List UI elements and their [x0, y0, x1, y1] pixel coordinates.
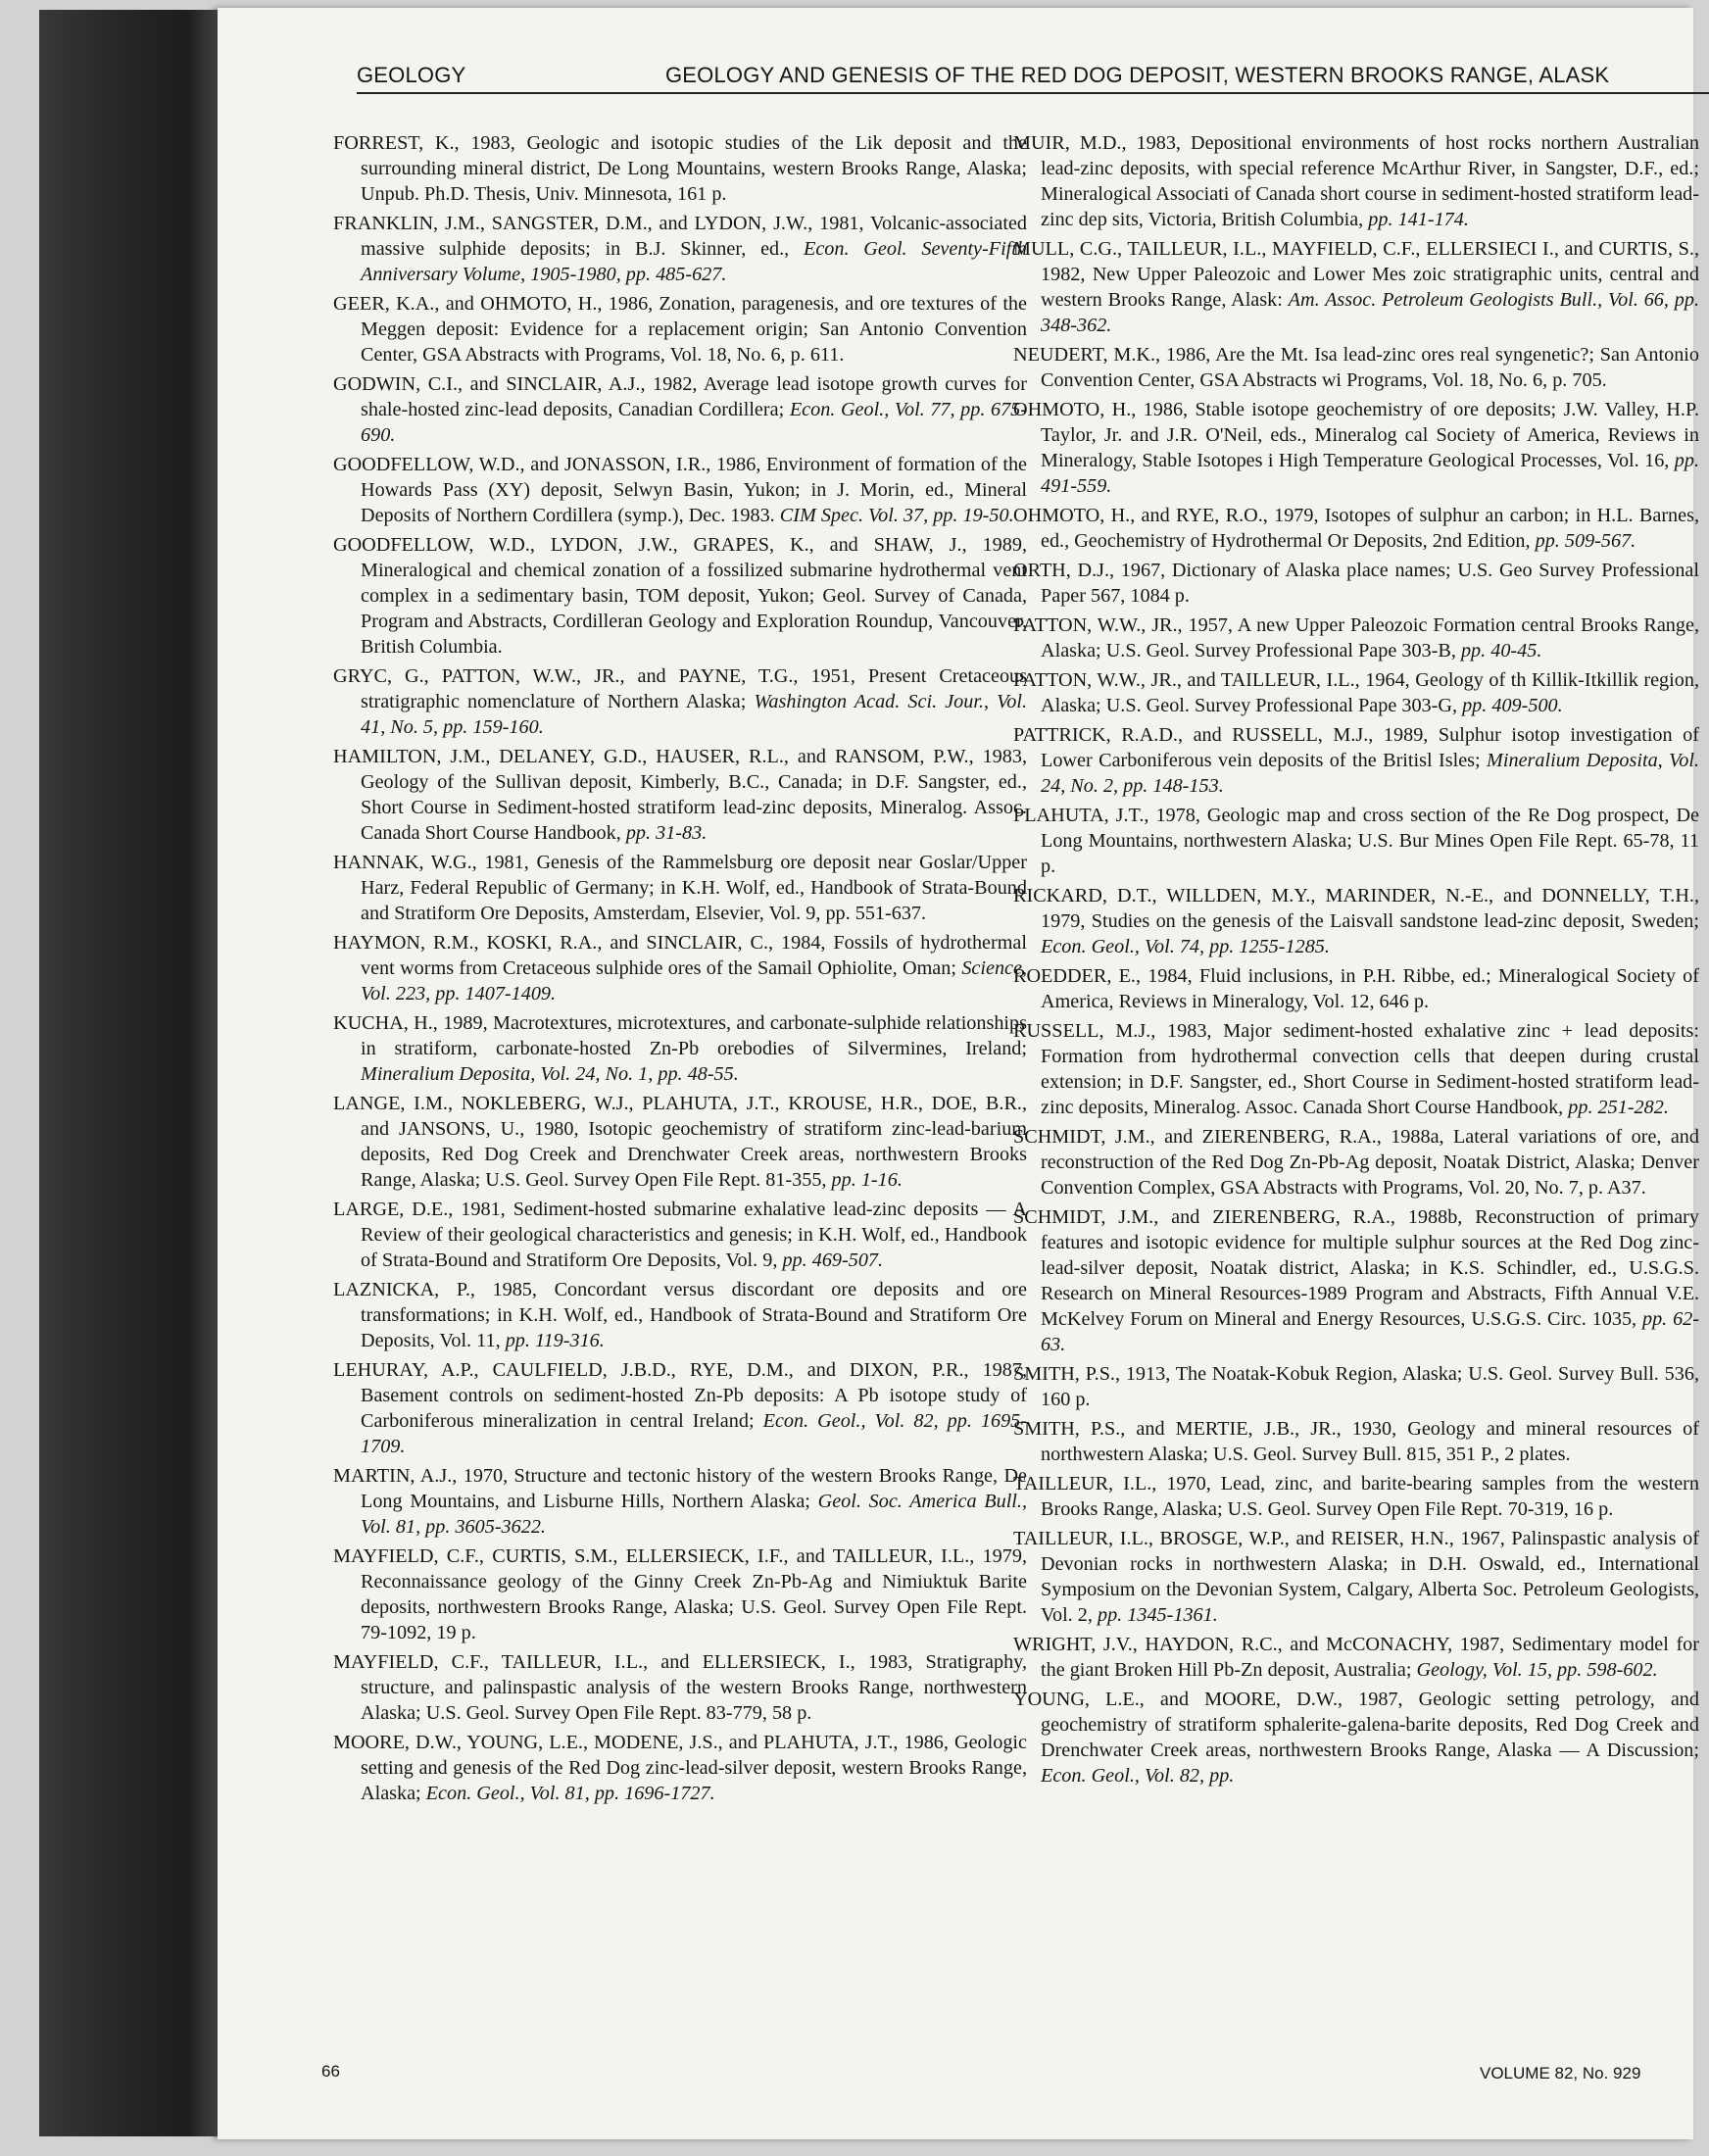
reference-entry: [1013, 1124, 1699, 1200]
reference-citation: pp. 31-83.: [625, 822, 708, 844]
reference-text: WRIGHT, J.V., HAYDON, R.C., and McCONACHY, 1987, Sedimentary model for the giant Broken Hill Pb-Zn deposit, Australia;: [1013, 1634, 1699, 1681]
reference-text: MUIR, M.D., 1983, Depositional environments of host rocks northern Australian lead-zinc deposits, with special reference McArthur River, in Sangster, D.F., ed.; Mineralogical Associati of Canada short course in sediment-hosted stratiform lead-zinc dep sits, Victoria, British Columbia,: [1013, 132, 1699, 230]
reference-citation: Econ. Geol., Vol. 74, pp. 1255-1285.: [1041, 936, 1330, 957]
references-right-column: [1013, 130, 1699, 1792]
reference-entry: [333, 1463, 1027, 1540]
reference-text: PATTON, W.W., JR., 1957, A new Upper Paleozoic Formation central Brooks Range, Alaska; U.S. Geol. Survey Professional Pape 303-B,: [1013, 614, 1699, 662]
reference-text: OHMOTO, H., and RYE, R.O., 1979, Isotopes of sulphur an carbon; in H.L. Barnes, ed., Geochemistry of Hydrothermal Or Deposits, 2nd Edition,: [1013, 505, 1699, 552]
reference-text: SCHMIDT, J.M., and ZIERENBERG, R.A., 1988a, Lateral variations of ore, and reconstruction of the Red Dog Zn-Pb-Ag deposit, Noatak District, Alaska; Denver Convention Complex, GSA Abstracts with Programs, Vol. 20, No. 7, p. A37.: [1013, 1126, 1699, 1199]
reference-entry: [333, 1010, 1027, 1087]
reference-citation: Science, Vol. 223, pp. 1407-1409.: [361, 957, 1028, 1004]
scan-binding-shadow: [39, 10, 225, 2136]
reference-entry: [1013, 1018, 1699, 1120]
reference-text: PLAHUTA, J.T., 1978, Geologic map and cross section of the Re Dog prospect, De Long Mountains, northwestern Alaska; U.S. Bur Mines Open File Rept. 65-78, 11 p.: [1013, 805, 1699, 877]
reference-entry: [1013, 963, 1699, 1014]
reference-citation: Econ. Geol., Vol. 82, pp. 1695-1709.: [361, 1410, 1028, 1457]
reference-text: FORREST, K., 1983, Geologic and isotopic studies of the Lik deposit and the surrounding mineral district, De Long Mountains, western Brooks Range, Alaska; Unpub. Ph.D. Thesis, Univ. Minnesota, 161 p.: [333, 132, 1027, 205]
reference-text: ORTH, D.J., 1967, Dictionary of Alaska place names; U.S. Geo Survey Professional Paper 567, 1084 p.: [1013, 560, 1699, 607]
reference-text: LEHURAY, A.P., CAULFIELD, J.B.D., RYE, D.M., and DIXON, P.R., 1987, Basement controls on sediment-hosted Zn-Pb deposits: A Pb isotope study of Carboniferous mineralization in central Ireland;: [333, 1359, 1027, 1432]
reference-citation: pp. 141-174.: [1368, 209, 1469, 230]
reference-citation: Washington Acad. Sci. Jour., Vol. 41, No. 5, pp. 159-160.: [361, 691, 1028, 738]
reference-entry: [1013, 342, 1699, 393]
reference-text: SMITH, P.S., and MERTIE, J.B., JR., 1930, Geology and mineral resources of northwestern Alaska; U.S. Geol. Survey Bull. 815, 351 P., 2 plates.: [1013, 1418, 1699, 1465]
reference-text: GEER, K.A., and OHMOTO, H., 1986, Zonation, paragenesis, and ore textures of the Meggen deposit: Evidence for a replacement origin; San Antonio Convention Center, GSA Abstracts with Programs, Vol. 18, No. 6, p. 611.: [333, 293, 1027, 366]
reference-text: GODWIN, C.I., and SINCLAIR, A.J., 1982, Average lead isotope growth curves for shale-hosted zinc-lead deposits, Canadian Cordillera;: [333, 373, 1027, 420]
reference-text: MARTIN, A.J., 1970, Structure and tectonic history of the western Brooks Range, De Long Mountains, and Lisburne Hills, Northern Alaska;: [333, 1465, 1027, 1512]
reference-text: MULL, C.G., TAILLEUR, I.L., MAYFIELD, C.F., ELLERSIECI I., and CURTIS, S., 1982, New Upper Paleozoic and Lower Mes zoic stratigraphic units, central and western Brooks Range, Alask:: [1013, 238, 1699, 311]
header-section: GEOLOGY: [357, 63, 466, 87]
reference-text: LANGE, I.M., NOKLEBERG, W.J., PLAHUTA, J.T., KROUSE, H.R., DOE, B.R., and JANSONS, U., 1980, Isotopic geochemistry of stratiform zinc-lead-barium deposits, Red Dog Creek and Drenchwater Creek areas, northwestern Brooks Range, Alaska; U.S. Geol. Survey Open File Rept. 81-355,: [333, 1093, 1027, 1191]
reference-entry: [333, 1091, 1027, 1193]
reference-entry: [1013, 803, 1699, 879]
volume-label: VOLUME 82, No. 929: [1480, 2064, 1641, 2082]
reference-entry: [1013, 1687, 1699, 1788]
reference-citation: Econ. Geol., Vol. 81, pp. 1696-1727.: [425, 1783, 715, 1804]
reference-citation: pp. 62-63.: [1041, 1308, 1699, 1355]
reference-citation: pp. 251-282.: [1568, 1097, 1669, 1118]
reference-text: GRYC, G., PATTON, W.W., JR., and PAYNE, T.G., 1951, Present Cretaceous stratigraphic nomenclature of Northern Alaska;: [333, 665, 1027, 712]
reference-entry: [1013, 236, 1699, 338]
reference-entry: [333, 452, 1027, 528]
header-title: GEOLOGY AND GENESIS OF THE RED DOG DEPOSIT, WESTERN BROOKS RANGE, ALASK: [665, 63, 1610, 87]
reference-citation: Geol. Soc. America Bull., Vol. 81, pp. 3605-3622.: [361, 1491, 1028, 1538]
running-header: [357, 53, 1709, 96]
reference-citation: pp. 491-559.: [1041, 450, 1699, 497]
reference-text: RUSSELL, M.J., 1983, Major sediment-hosted exhalative zinc + lead deposits: Formation from hydrothermal convection cells that deepen during crustal extension; in D.F. Sangster, ed., Short Course in Sediment-hosted stratiform lead-zinc deposits, Mineralog. Assoc. Canada Short Course Handbook,: [1013, 1020, 1699, 1118]
reference-citation: Mineralium Deposita, Vol. 24, No. 1, pp. 48-55.: [361, 1063, 739, 1085]
reference-entry: [333, 1277, 1027, 1353]
reference-text: NEUDERT, M.K., 1986, Are the Mt. Isa lead-zinc ores real syngenetic?; San Antonio Convention Center, GSA Abstracts wi Programs, Vol. 18, No. 6, p. 705.: [1013, 344, 1699, 391]
reference-text: GOODFELLOW, W.D., and JONASSON, I.R., 1986, Environment of formation of the Howards Pass (XY) deposit, Selwyn Basin, Yukon; in J. Morin, ed., Mineral Deposits of Northern Cordillera (symp.), Dec. 1983.: [333, 454, 1027, 526]
reference-entry: [333, 1197, 1027, 1273]
reference-citation: Econ. Geol. Seventy-Fifth Anniversary Volume, 1905-1980, pp. 485-627.: [361, 238, 1027, 285]
reference-entry: [333, 371, 1027, 448]
reference-citation: Geology, Vol. 15, pp. 598-602.: [1416, 1659, 1658, 1681]
header-rule: [357, 92, 1709, 94]
reference-citation: Econ. Geol., Vol. 82, pp.: [1041, 1765, 1235, 1787]
reference-entry: [1013, 130, 1699, 232]
reference-text: KUCHA, H., 1989, Macrotextures, microtextures, and carbonate-sulphide relationships in stratiform, carbonate-hosted Zn-Pb orebodies of Silvermines, Ireland;: [333, 1012, 1027, 1059]
reference-entry: [1013, 1526, 1699, 1628]
reference-entry: [1013, 397, 1699, 499]
reference-entry: [333, 211, 1027, 287]
reference-entry: [1013, 612, 1699, 663]
reference-text: LAZNICKA, P., 1985, Concordant versus discordant ore deposits and ore transformations; in K.H. Wolf, ed., Handbook of Strata-Bound and Stratiform Ore Deposits, Vol. 11,: [333, 1279, 1027, 1351]
reference-entry: [1013, 1632, 1699, 1683]
reference-entry: [333, 130, 1027, 207]
reference-text: HANNAK, W.G., 1981, Genesis of the Rammelsburg ore deposit near Goslar/Upper Harz, Federal Republic of Germany; in K.H. Wolf, ed., Handbook of Strata-Bound and Stratiform Ore Deposits, Amsterdam, Elsevier, Vol. 9, pp. 551-637.: [333, 852, 1027, 924]
reference-citation: pp. 119-316.: [505, 1330, 605, 1351]
reference-citation: pp. 469-507.: [782, 1250, 884, 1271]
reference-text: LARGE, D.E., 1981, Sediment-hosted submarine exhalative lead-zinc deposits — A Review of their geological characteristics and genesis; in K.H. Wolf, ed., Handbook of Strata-Bound and Stratiform Ore Deposits, Vol. 9,: [333, 1199, 1027, 1271]
reference-entry: [1013, 1416, 1699, 1467]
reference-citation: pp. 1345-1361.: [1097, 1604, 1218, 1626]
reference-citation: CIM Spec. Vol. 37, pp. 19-50.: [779, 505, 1014, 526]
reference-citation: pp. 40-45.: [1460, 640, 1542, 662]
reference-text: PATTON, W.W., JR., and TAILLEUR, I.L., 1964, Geology of th Killik-Itkillik region, Alaska; U.S. Geol. Survey Professional Pape 303-G,: [1013, 669, 1699, 716]
reference-entry: [333, 850, 1027, 926]
references-left-column: [333, 130, 1027, 1810]
reference-citation: pp. 1-16.: [831, 1169, 903, 1191]
reference-entry: [333, 663, 1027, 740]
reference-entry: [1013, 883, 1699, 959]
reference-text: GOODFELLOW, W.D., LYDON, J.W., GRAPES, K., and SHAW, J., 1989, Mineralogical and chemical zonation of a fossilized submarine hydrothermal vent complex in a sedimentary basin, TOM deposit, Yukon; Geol. Survey of Canada, Program and Abstracts, Cordilleran Geology and Exploration Roundup, Vancouver, British Columbia.: [333, 534, 1027, 658]
reference-text: HAMILTON, J.M., DELANEY, G.D., HAUSER, R.L., and RANSOM, P.W., 1983, Geology of the Sullivan deposit, Kimberly, B.C., Canada; in D.F. Sangster, ed., Short Course in Sediment-hosted stratiform lead-zinc deposits, Mineralog. Assoc. Canada Short Course Handbook,: [333, 746, 1027, 844]
reference-text: MAYFIELD, C.F., TAILLEUR, I.L., and ELLERSIECK, I., 1983, Stratigraphy, structure, and palinspastic analysis of the western Brooks Range, northwestern Alaska; U.S. Geol. Survey Open File Rept. 83-779, 58 p.: [333, 1651, 1027, 1724]
reference-entry: [1013, 1471, 1699, 1522]
document-page: [218, 8, 1700, 2139]
reference-citation: Mineralium Deposita, Vol. 24, No. 2, pp. 148-153.: [1041, 750, 1699, 797]
reference-entry: [1013, 503, 1699, 554]
reference-text: OHMOTO, H., 1986, Stable isotope geochemistry of ore deposits; J.W. Valley, H.P. Taylor, Jr. and J.R. O'Neil, eds., Mineralog cal Society of America, Reviews in Mineralogy, Stable Isotopes i High Temperature Geological Processes, Vol. 16,: [1013, 399, 1699, 471]
reference-citation: pp. 409-500.: [1462, 695, 1563, 716]
reference-citation: Econ. Geol., Vol. 77, pp. 675-690.: [361, 399, 1027, 446]
reference-entry: [333, 291, 1027, 368]
reference-text: RICKARD, D.T., WILLDEN, M.Y., MARINDER, N.-E., and DONNELLY, T.H., 1979, Studies on the genesis of the Laisvall sandstone lead-zinc deposit, Sweden;: [1013, 885, 1699, 932]
reference-entry: [333, 1730, 1027, 1806]
reference-text: SCHMIDT, J.M., and ZIERENBERG, R.A., 1988b, Reconstruction of primary features and isotopic evidence for multiple sulphur sources at the Red Dog zinc-lead-silver deposit, Noatak district, Alaska; in K.S. Schindler, ed., U.S.G.S. Research on Mineral Resources-1989 Program and Abstracts, Fifth Annual V.E. McKelvey Forum on Mineral and Energy Resources, U.S.G.S. Circ. 1035,: [1013, 1206, 1699, 1330]
reference-text: FRANKLIN, J.M., SANGSTER, D.M., and LYDON, J.W., 1981, Volcanic-associated massive sulphide deposits; in B.J. Skinner, ed.,: [333, 213, 1027, 260]
reference-text: TAILLEUR, I.L., 1970, Lead, zinc, and barite-bearing samples from the western Brooks Range, Alaska; U.S. Geol. Survey Open File Rept. 70-319, 16 p.: [1013, 1473, 1699, 1520]
reference-entry: [1013, 1204, 1699, 1357]
page-number: 66: [321, 2062, 340, 2081]
reference-entry: [333, 930, 1027, 1006]
reference-entry: [1013, 667, 1699, 718]
reference-citation: Am. Assoc. Petroleum Geologists Bull., Vol. 66, pp. 348-362.: [1041, 289, 1700, 336]
reference-entry: [333, 1544, 1027, 1645]
reference-text: MOORE, D.W., YOUNG, L.E., MODENE, J.S., and PLAHUTA, J.T., 1986, Geologic setting and genesis of the Red Dog zinc-lead-silver deposit, western Brooks Range, Alaska;: [333, 1732, 1027, 1804]
reference-entry: [333, 744, 1027, 846]
reference-text: TAILLEUR, I.L., BROSGE, W.P., and REISER, H.N., 1967, Palinspastic analysis of Devonian rocks in northwestern Alaska; in D.H. Oswald, ed., International Symposium on the Devonian System, Calgary, Alberta Soc. Petroleum Geologists, Vol. 2,: [1013, 1528, 1699, 1626]
reference-text: SMITH, P.S., 1913, The Noatak-Kobuk Region, Alaska; U.S. Geol. Survey Bull. 536, 160 p.: [1013, 1363, 1699, 1410]
reference-entry: [1013, 722, 1699, 799]
reference-entry: [1013, 1361, 1699, 1412]
reference-entry: [333, 1357, 1027, 1459]
reference-entry: [333, 1649, 1027, 1726]
reference-entry: [333, 532, 1027, 660]
reference-text: HAYMON, R.M., KOSKI, R.A., and SINCLAIR, C., 1984, Fossils of hydrothermal vent worms from Cretaceous sulphide ores of the Samail Ophiolite, Oman;: [333, 932, 1027, 979]
reference-citation: pp. 509-567.: [1535, 530, 1636, 552]
reference-text: PATTRICK, R.A.D., and RUSSELL, M.J., 1989, Sulphur isotop investigation of Lower Carboniferous vein deposits of the Britisl Isles;: [1013, 724, 1699, 771]
reference-entry: [1013, 558, 1699, 609]
reference-text: MAYFIELD, C.F., CURTIS, S.M., ELLERSIECK, I.F., and TAILLEUR, I.L., 1979, Reconnaissance geology of the Ginny Creek Zn-Pb-Ag and Nimiuktuk Barite deposits, northwestern Brooks Range, Alaska; U.S. Geol. Survey Open File Rept. 79-1092, 19 p.: [333, 1545, 1027, 1643]
reference-text: ROEDDER, E., 1984, Fluid inclusions, in P.H. Ribbe, ed.; Mineralogical Society of America, Reviews in Mineralogy, Vol. 12, 646 p.: [1013, 965, 1699, 1012]
reference-text: YOUNG, L.E., and MOORE, D.W., 1987, Geologic setting petrology, and geochemistry of stratiform sphalerite-galena-barite deposits, Red Dog Creek and Drenchwater Creek areas, northwestern Brooks Range, Alaska — A Discussion;: [1013, 1689, 1699, 1761]
